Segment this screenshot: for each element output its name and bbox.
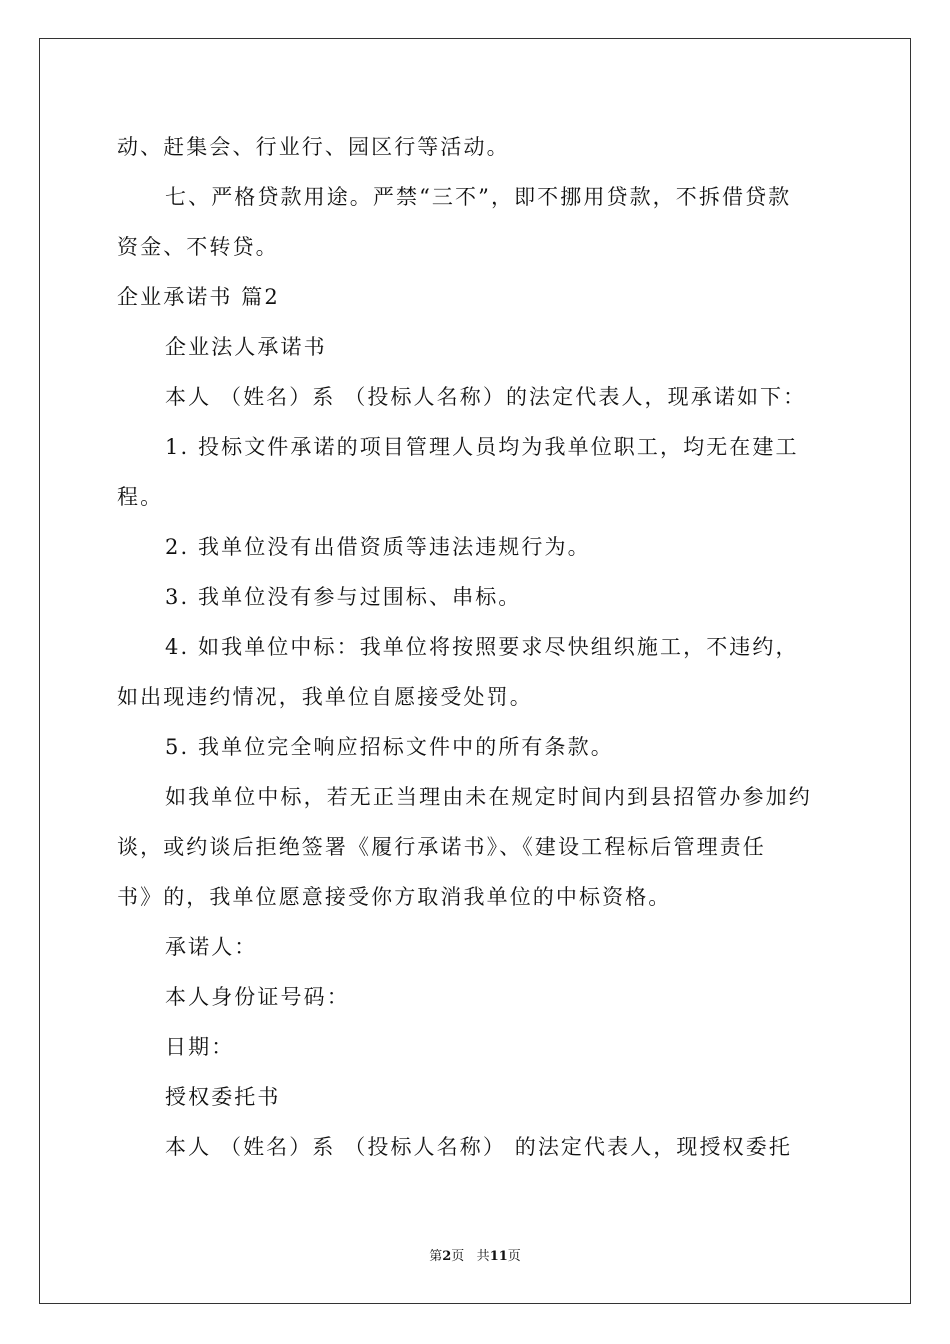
id-number-label: 本人身份证号码： [165, 985, 350, 1009]
paragraph-line: 如出现违约情况，我单位自愿接受处罚。 [117, 685, 533, 709]
total-unit: 页 [507, 1249, 521, 1264]
paragraph-line: 七、严格贷款用途。严禁“三不”，即不挪用贷款，不拆借贷款 [165, 185, 792, 209]
paragraph-line: 书》的，我单位愿意接受你方取消我单位的中标资格。 [117, 885, 672, 909]
total-prefix: 共 [476, 1249, 490, 1264]
date-label: 日期： [165, 1035, 235, 1059]
paragraph-line: 程。 [117, 485, 164, 509]
paragraph-line: 本人 （姓名）系 （投标人名称）的法定代表人，现承诺如下： [165, 385, 807, 409]
total-page-number: 11 [489, 1249, 508, 1264]
document-title: 授权委托书 [165, 1085, 281, 1109]
paragraph-line: 如我单位中标，若无正当理由未在规定时间内到县招管办参加约 [165, 785, 812, 809]
list-item: 3. 我单位没有参与过围标、串标。 [165, 585, 522, 609]
list-item: 2. 我单位没有出借资质等违法违规行为。 [165, 535, 591, 559]
signature-label: 承诺人： [165, 935, 258, 959]
page-prefix: 第 [429, 1249, 443, 1264]
current-page-number: 2 [442, 1249, 452, 1264]
paragraph-line: 动、赶集会、行业行、园区行等活动。 [117, 135, 510, 159]
document-title: 企业法人承诺书 [165, 335, 327, 359]
paragraph-line: 谈，或约谈后拒绝签署《履行承诺书》、《建设工程标后管理责任 [117, 835, 766, 859]
page-footer [0, 1248, 950, 1266]
list-item: 5. 我单位完全响应招标文件中的所有条款。 [165, 735, 614, 759]
list-item: 1. 投标文件承诺的项目管理人员均为我单位职工，均无在建工 [165, 435, 799, 459]
paragraph-line: 资金、不转贷。 [117, 235, 279, 259]
document-body [117, 122, 835, 1172]
section-heading: 企业承诺书 篇2 [117, 285, 280, 309]
paragraph-line: 本人 （姓名）系 （投标人名称） 的法定代表人，现授权委托 [165, 1135, 792, 1159]
list-item: 4. 如我单位中标：我单位将按照要求尽快组织施工，不违约， [165, 635, 799, 659]
page-unit: 页 [451, 1249, 465, 1264]
